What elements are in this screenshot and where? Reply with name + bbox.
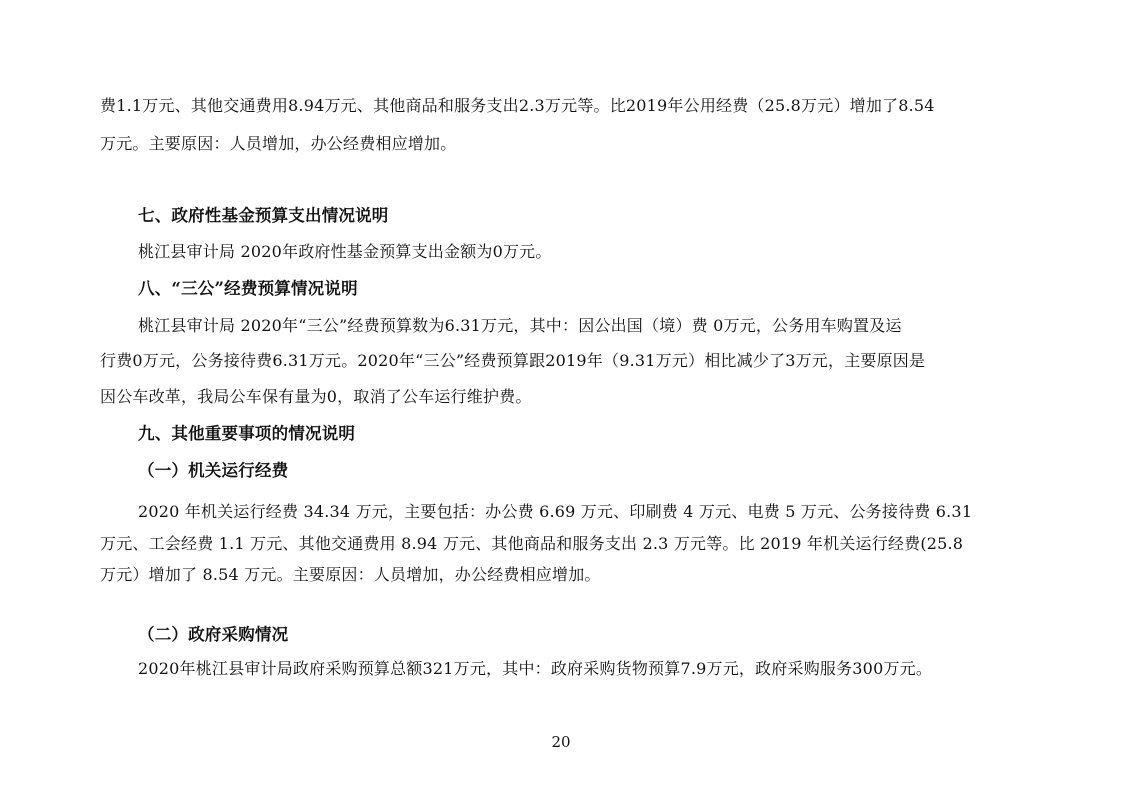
paragraph-line: 因公车改革，我局公车保有量为0，取消了公车运行维护费。 [100, 387, 532, 406]
page-number: 20 [551, 733, 571, 751]
paragraph-line: 万元）增加了 8.54 万元。主要原因：人员增加，办公经费相应增加。 [100, 565, 601, 584]
section-heading-9: 九、其他重要事项的情况说明 [138, 424, 356, 443]
paragraph-line: 桃江县审计局 2020年政府性基金预算支出金额为0万元。 [138, 242, 552, 261]
paragraph-line: 行费0万元，公务接待费6.31万元。2020年“三公”经费预算跟2019年（9.31万元）相比减少了3万元，主要原因是 [100, 351, 926, 370]
paragraph-line: 费1.1万元、其他交通费用8.94万元、其他商品和服务支出2.3万元等。比2019年公用经费（25.8万元）增加了8.54 [100, 96, 935, 115]
paragraph-line: 桃江县审计局 2020年“三公”经费预算数为6.31万元，其中：因公出国（境）费 0万元，公务用车购置及运 [138, 316, 902, 335]
paragraph-line: 2020 年机关运行经费 34.34 万元，主要包括：办公费 6.69 万元、印刷费 4 万元、电费 5 万元、公务接待费 6.31 [138, 502, 973, 521]
paragraph-line: 万元、工会经费 1.1 万元、其他交通费用 8.94 万元、其他商品和服务支出 2.3 万元等。比 2019 年机关运行经费(25.8 [100, 534, 964, 553]
subsection-heading-1: （一）机关运行经费 [138, 461, 289, 480]
paragraph-line: 2020年桃江县审计局政府采购预算总额321万元，其中：政府采购货物预算7.9万元，政府采购服务300万元。 [138, 659, 933, 678]
subsection-heading-2: （二）政府采购情况 [138, 625, 289, 644]
paragraph-line: 万元。主要原因：人员增加，办公经费相应增加。 [100, 134, 457, 153]
section-heading-8: 八、“三公”经费预算情况说明 [138, 279, 358, 298]
section-heading-7: 七、政府性基金预算支出情况说明 [138, 206, 389, 225]
